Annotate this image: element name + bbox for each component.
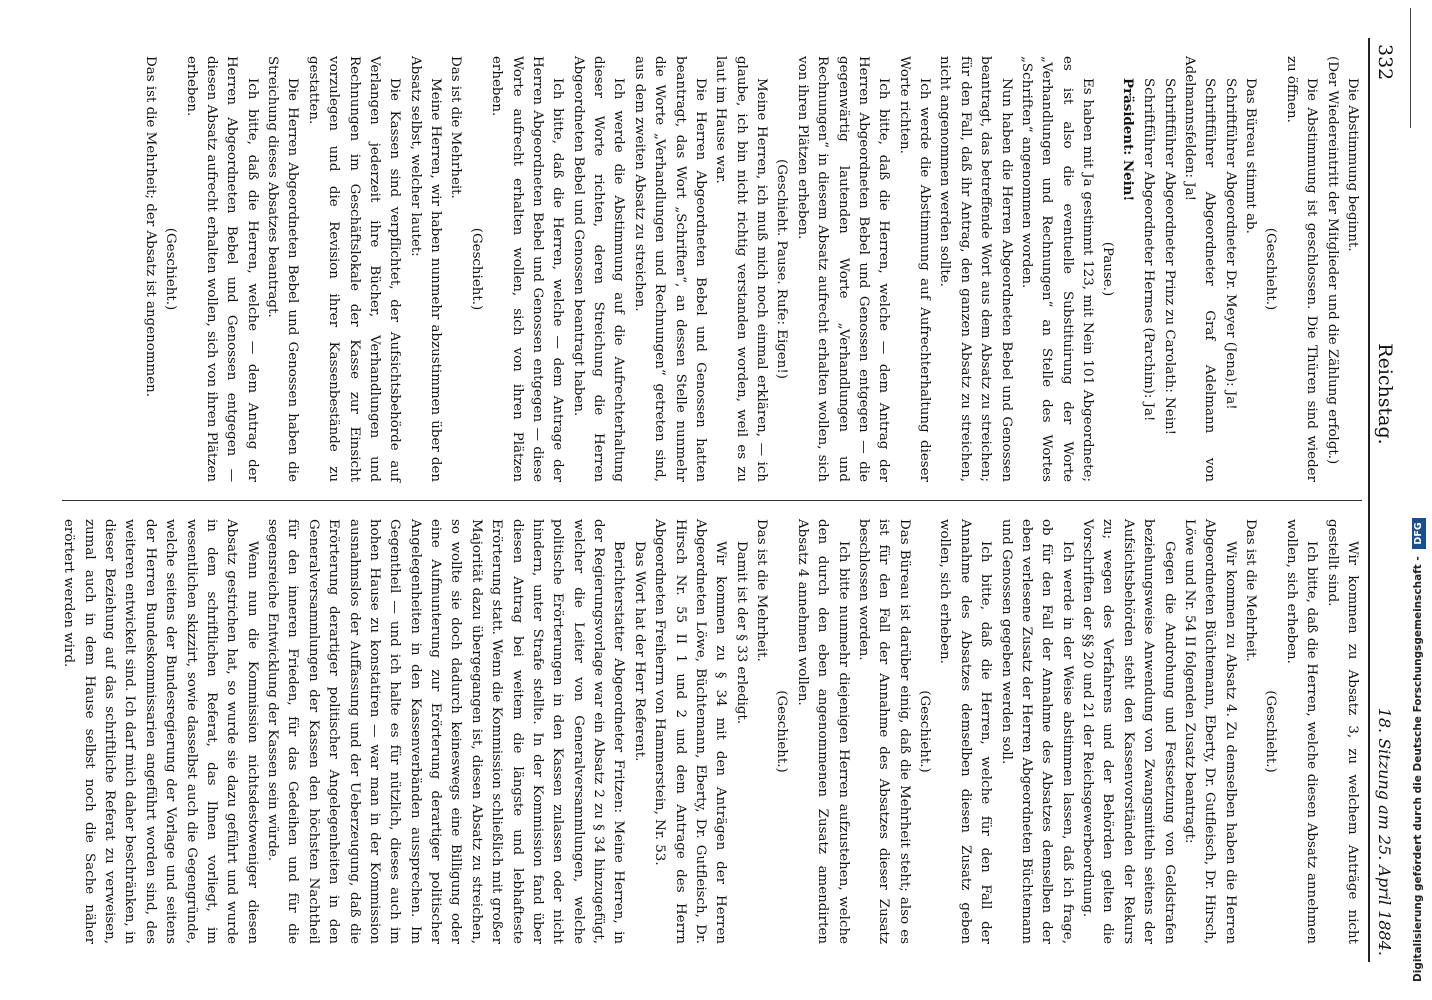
credit-text: Digitalisierung gefördert durch die Deutsche Forschungsgemeinschaft - [1412, 556, 1424, 982]
paragraph: Damit ist der § 33 erledigt. [733, 541, 749, 725]
paragraph: Wir kommen zu Absatz 3, zu welchem Anträge nicht gestellt sind. [1324, 519, 1360, 944]
paragraph: Schriftführer Abgeordneter Dr. Meyer (Jena): Ja! [1222, 78, 1238, 410]
paragraph: Ich bitte, daß die Herren, welche für den Fall der Annahme des Absatzes demselben diesen Zusatz geben wollen, sich erheben. [937, 519, 994, 944]
paragraph: Das ist die Mehrheit. [448, 56, 464, 199]
stage-direction: (Geschieht.) [1263, 227, 1279, 311]
paragraph: Schriftführer Abgeordneter Prinz zu Carolath: Nein! [1161, 78, 1177, 436]
paragraph: Das ist die Mehrheit. [1243, 519, 1259, 662]
paragraph: Das Büreau stimmt ab. [1243, 78, 1259, 234]
stage-direction: (Geschieht.) [468, 227, 484, 311]
paragraph: Meine Herren, wir haben nunmehr abzustimmen über den Absatz selbst, welcher lautet: [407, 56, 444, 482]
assembly-name: Reichstag. [1374, 343, 1396, 445]
page-header [1374, 38, 1396, 962]
page-number: 332 [1374, 44, 1396, 81]
paragraph: Gegen die Androhung und Festsetzung von Geldstrafen beziehungsweise Anwendung von Zwangsmitteln seitens der Aufsichtsbehörden steht den Kassenvorständen der Rekurs zu; wegen des Verfahrens und der Behörden gelten die Vorschriften der §§ 20 und 21 der Reichsgewerbeordnung. [1080, 519, 1177, 944]
paragraph: Das Büreau ist darüber einig, daß die Mehrheit steht; also es ist für den Fall der Annahme des Absatzes dieser Zusatz beschlossen worden. [856, 519, 912, 944]
dfg-logo: DFG [1412, 518, 1426, 548]
stage-direction: (Geschieht.) [917, 690, 933, 773]
paragraph: Schriftführer Abgeordneter Graf Adelmann von Adelmannsfelden: Ja! [1182, 56, 1218, 482]
paragraph: Die Abstimmung ist geschlossen. Die Thüren sind wieder zu öffnen. [1283, 56, 1320, 482]
stage-direction: (Geschieht.) [163, 227, 179, 311]
paragraph: Ich werde in der Weise abstimmen lassen, daß ich frage, ob für den Fall der Annahme des Absatzes demselben der eben verlesene Zusatz der Herren Abgeordneten Büchtemann und Genossen gegeben werden soll. [998, 519, 1075, 944]
paragraph: Ich werde die Abstimmung auf Aufrechterhaltung dieser Worte richten. [896, 56, 933, 482]
session-title: 18. Sitzung am 25. April 1884. [1375, 707, 1394, 956]
credit-text-line [1408, 0, 1428, 996]
stage-direction: (Geschieht.) [774, 690, 790, 773]
paragraph: Die Herren Abgeordneten Bebel und Genossen hatten beantragt, das Wort „Schriften“, an dessen Stelle nunmehr die Worte „Verhandlungen und Rechnungen“ getreten sind, aus dem zweiten Absatz zu streichen. [631, 56, 708, 482]
header-rule [1368, 38, 1370, 962]
paragraph: Wenn nun die Kommission nichtsdestoweniger diesen Absatz gestrichen hat, so wurde sie dazu geführt und wurde in dem schriftlichen Referat, das Ihnen vorliegt, im wesentlichen skizzirt, sowie dasselbst auch die Gegengründe, welche seitens der Bundesregierung der Vorlage und seitens der Herren Bundeskommissarien angeführt worden sind, des weiteren entwickelt sind. Ich darf mich daher beschränken, in dieser Beziehung auf das schriftliche Referat zu verweisen, zumal auch in dem Hause selbst noch die Sache näher erörtert werden wird. [61, 519, 260, 944]
paragraph: Berichterstatter Abgeordneter Fritzen: Meine Herren, in der Regierungsvorlage war ein Absatz 2 zu § 34 hinzugefügt, welcher die Leiter von Generalversammlungen, welche politische Erörterungen in den Kassen zulassen oder nicht hindern, unter Strafe stellte. In der Kommission fand über diesen Antrag bei weitem die längste und lebhafteste Erörterung statt. Wenn die Kommission schließlich mit großer Majorität dazu übergegangen ist, diesen Absatz zu streichen, so wollte sie doch dadurch keineswegs eine Billigung oder eine Aufmunterung zur Erörterung derartiger politischer Angelegenheiten in den Kassenverbänden aussprechen. Im Gegentheil — und ich halte es für nützlich, dieses auch im hohen Hause zu konstatiren — war man in der Kommission ausnahmslos der Auffassung und der Ueberzeugung, daß die Erörterung derartiger politischer Angelegenheiten in den Generalversammlungen der Kassen den höchsten Nachtheil für den inneren Frieden, für das Gedeihen und für die segensreiche Entwicklung der Kassen sein würde. [265, 519, 627, 944]
paragraph: Die Herren Abgeordneten Bebel und Genossen haben die Streichung dieses Absatzes beantragt. [265, 56, 301, 482]
paragraph: Präsident: Nein! [1119, 78, 1136, 202]
paragraph: Die Kassen sind verpflichtet, der Aufsichtsbehörde auf Verlangen jederzeit ihre Bücher, Verhandlungen und Rechnungen im Geschäftslokale der Kasse zur Einsicht vorzulegen und die Revision ihrer Kassenbestände zu gestatten. [305, 56, 403, 482]
paragraph: Ich bitte, daß die Herren, welche diesen Absatz annehmen wollen, sich erheben. [1283, 519, 1320, 944]
paragraph: Ich bitte nunmehr diejenigen Herren aufzustehen, welche den durch den eben angenommenen Zusatz amendirten Absatz 4 annehmen wollen. [794, 519, 851, 944]
text-columns [62, 38, 1362, 962]
paragraph: Ich bitte, daß die Herren, welche — dem Antrag der Herren Abgeordneten Bebel und Genossen entgegen — die gegenwärtig lautenden Worte „Verhandlungen und Rechnungen“ in diesem Absatz aufrecht erhalten wollen, sich von ihren Plätzen erheben. [794, 56, 892, 482]
right-column [62, 500, 1362, 962]
paragraph: Wir kommen zu Absatz 4. Zu demselben haben die Herren Abgeordneten Büchtemann, Eberty, Dr. Gutfleisch, Dr. Hirsch, Löwe und Nr. 54 II folgenden Zusatz beantragt: [1182, 519, 1238, 944]
paragraph: Ich bitte, daß die Herren, welche — dem Antrag der Herren Abgeordneten Bebel und Genossen entgegen — diesen Absatz aufrecht erhalten wollen, sich von ihren Plätzen erheben. [183, 56, 260, 482]
paragraph: Ich werde die Abstimmung auf die Aufrechterhaltung dieser Worte richten, deren Streichung die Herren Abgeordneten Bebel und Genossen beantragt haben. [570, 56, 627, 482]
paragraph: (Der Wiedereintritt der Mitglieder und die Zählung erfolgt.) [1324, 56, 1340, 465]
stage-direction: (Geschieht.) [1263, 690, 1279, 773]
paragraph: Das ist die Mehrheit. [754, 519, 770, 662]
left-column [62, 38, 1362, 500]
paragraph: Schriftführer Abgeordneter Hermes (Parchim): Ja! [1141, 78, 1157, 422]
rotated-page [20, 20, 1400, 980]
paragraph: Das Wort hat der Herr Referent. [631, 541, 647, 762]
paragraph: Es haben mit Ja gestimmt 123, mit Nein 101 Abgeordnete; es ist also die eventuelle Substituirung der Worte „Verhandlungen und Rechnungen“ an Stelle des Wortes „Schriften“ angenommen worden. [1019, 56, 1096, 482]
stage-direction: (Pause.) [1100, 241, 1116, 297]
paragraph: Ich bitte, daß die Herren, welche — dem Antrage der Herren Abgeordneten Bebel und Genossen entgegen — diese Worte aufrecht erhalten wollen, sich von ihren Plätzen erheben. [489, 56, 566, 482]
paragraph: Die Abstimmung beginnt. [1345, 78, 1360, 252]
paragraph: Nun haben die Herren Abgeordneten Bebel und Genossen beantragt, das betreffende Wort aus dem Absatz zu streichen; für den Fall, daß ihr Antrag, den ganzen Absatz zu streichen, nicht angenommen werden sollte. [937, 56, 1014, 482]
paragraph: Wir kommen zu § 34 mit den Anträgen der Herren Abgeordneten Löwe, Büchtemann, Eberty, Dr. Gutfleisch, Dr. Hirsch Nr. 55 II 1 und 2 und dem Antrage des Herrn Abgeordneten Freiherrn von Hammerstein, Nr. 53. [652, 519, 729, 944]
stage-direction: (Geschieht. Pause. Rufe: Eigen!) [774, 158, 790, 380]
paragraph: Meine Herren, ich muß mich noch einmal erklären, — ich glaube, ich bin nicht richtig verstanden worden, weil es zu laut im Hause war. [713, 56, 770, 482]
digitization-credit [1408, 8, 1428, 996]
paragraph: Das ist die Mehrheit; der Absatz ist angenommen. [142, 56, 158, 398]
